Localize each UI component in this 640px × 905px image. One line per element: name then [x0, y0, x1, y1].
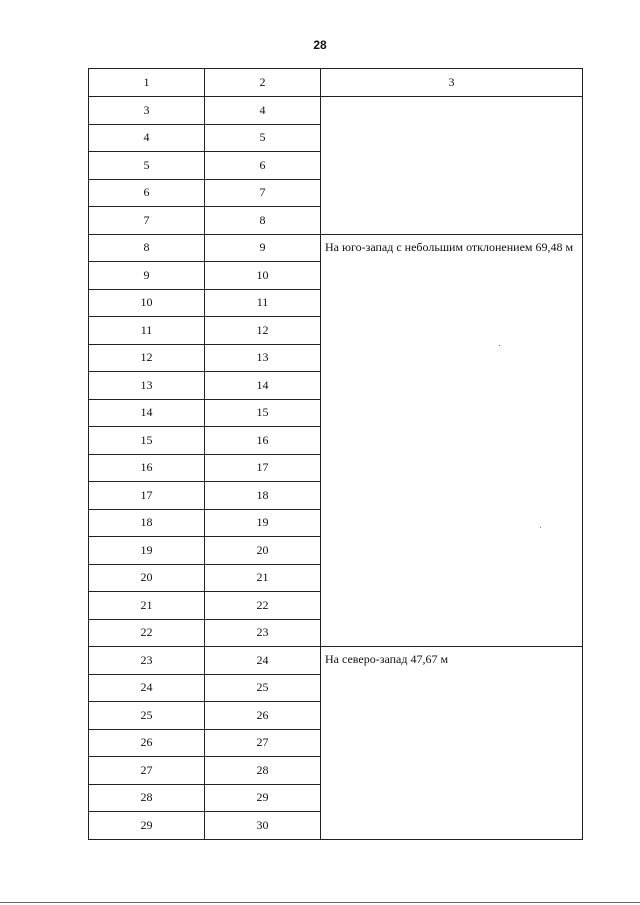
point-to-cell: 28: [205, 757, 321, 785]
header-cell-1: 1: [89, 69, 205, 97]
point-to-cell: 8: [205, 207, 321, 235]
point-from-cell: 7: [89, 207, 205, 235]
point-to-cell: 22: [205, 592, 321, 620]
point-to-cell: 20: [205, 537, 321, 565]
point-to-cell: 13: [205, 344, 321, 372]
direction-description-cell: На юго-запад с небольшим отклонением 69,48 м: [321, 234, 583, 647]
point-from-cell: 15: [89, 427, 205, 455]
point-from-cell: 8: [89, 234, 205, 262]
point-from-cell: 12: [89, 344, 205, 372]
point-from-cell: 23: [89, 647, 205, 675]
scan-speck: [540, 527, 541, 528]
point-from-cell: 14: [89, 399, 205, 427]
point-to-cell: 15: [205, 399, 321, 427]
point-to-cell: 29: [205, 784, 321, 812]
point-to-cell: 7: [205, 179, 321, 207]
page-number: 28: [313, 38, 327, 52]
point-to-cell: 27: [205, 729, 321, 757]
point-to-cell: 24: [205, 647, 321, 675]
point-to-cell: 23: [205, 619, 321, 647]
point-from-cell: 20: [89, 564, 205, 592]
point-from-cell: 6: [89, 179, 205, 207]
point-to-cell: 16: [205, 427, 321, 455]
table-row: [89, 97, 583, 125]
table-header-row: [89, 69, 583, 97]
point-from-cell: 11: [89, 317, 205, 345]
header-cell-3: 3: [321, 69, 583, 97]
point-to-cell: 4: [205, 97, 321, 125]
point-from-cell: 22: [89, 619, 205, 647]
direction-description-cell: [321, 97, 583, 235]
table-row: [89, 647, 583, 675]
scan-speck: [499, 345, 500, 346]
point-from-cell: 21: [89, 592, 205, 620]
point-from-cell: 3: [89, 97, 205, 125]
point-from-cell: 5: [89, 152, 205, 180]
direction-description-cell: На северо-запад 47,67 м: [321, 647, 583, 840]
header-cell-2: 2: [205, 69, 321, 97]
point-to-cell: 11: [205, 289, 321, 317]
scan-edge-line: [0, 902, 640, 903]
point-from-cell: 24: [89, 674, 205, 702]
point-to-cell: 10: [205, 262, 321, 290]
point-from-cell: 27: [89, 757, 205, 785]
point-to-cell: 6: [205, 152, 321, 180]
point-from-cell: 25: [89, 702, 205, 730]
point-to-cell: 26: [205, 702, 321, 730]
point-from-cell: 17: [89, 482, 205, 510]
point-to-cell: 25: [205, 674, 321, 702]
point-from-cell: 13: [89, 372, 205, 400]
point-from-cell: 28: [89, 784, 205, 812]
point-to-cell: 30: [205, 812, 321, 840]
point-from-cell: 4: [89, 124, 205, 152]
point-to-cell: 12: [205, 317, 321, 345]
boundary-table: [88, 68, 583, 840]
point-to-cell: 19: [205, 509, 321, 537]
point-from-cell: 19: [89, 537, 205, 565]
point-to-cell: 17: [205, 454, 321, 482]
point-from-cell: 16: [89, 454, 205, 482]
point-to-cell: 5: [205, 124, 321, 152]
point-from-cell: 29: [89, 812, 205, 840]
point-from-cell: 10: [89, 289, 205, 317]
point-to-cell: 14: [205, 372, 321, 400]
point-from-cell: 26: [89, 729, 205, 757]
table-row: [89, 234, 583, 262]
point-to-cell: 18: [205, 482, 321, 510]
point-to-cell: 9: [205, 234, 321, 262]
point-from-cell: 9: [89, 262, 205, 290]
point-from-cell: 18: [89, 509, 205, 537]
point-to-cell: 21: [205, 564, 321, 592]
